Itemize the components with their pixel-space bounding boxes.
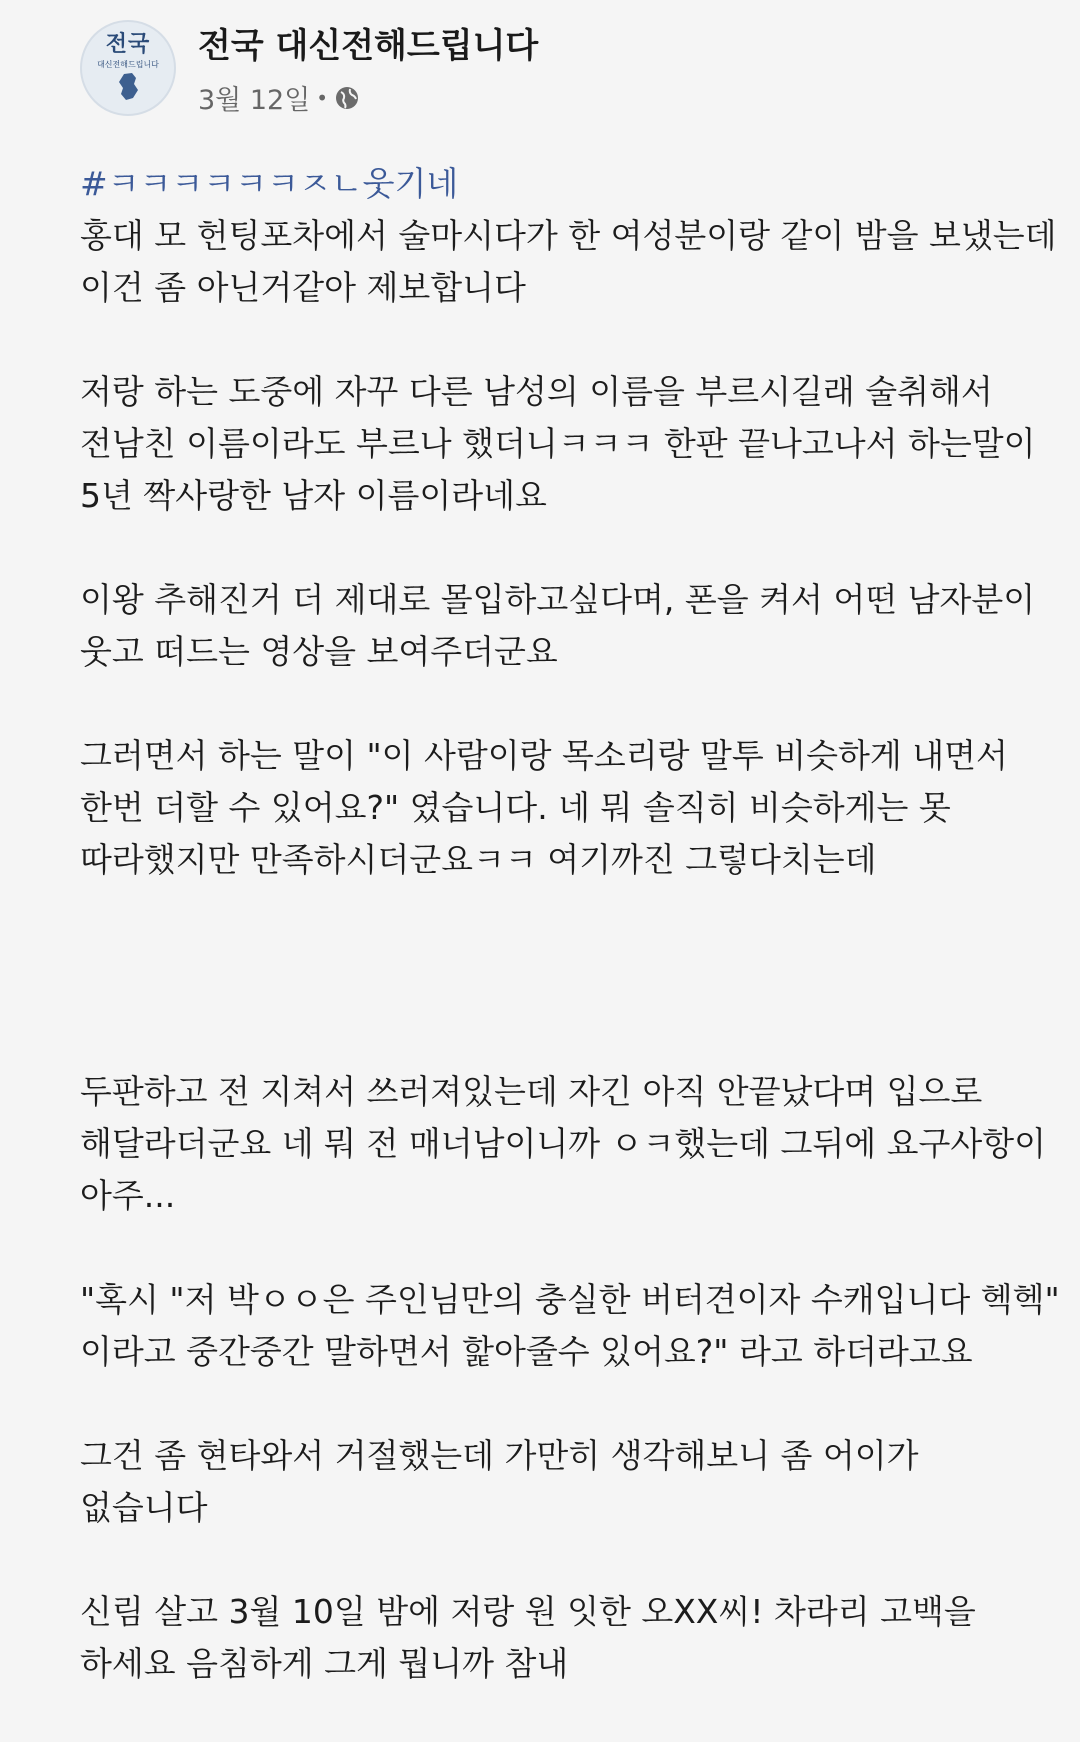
header-info (198, 24, 538, 117)
meta-separator: • (316, 85, 329, 110)
body-line: 5년 짝사랑한 남자 이름이라네요 (80, 476, 547, 515)
post-body (80, 158, 1060, 1690)
hashtag-link[interactable]: #ㅋㅋㅋㅋㅋㅋㅈㄴ웃기네 (80, 164, 459, 203)
body-line: "혹시 "저 박ㅇㅇ은 주인님만의 충실한 버터견이자 수캐입니다 헥헥" (80, 1280, 1060, 1319)
body-line: 따라했지만 만족하시더군요ㅋㅋ 여기까진 그렇다치는데 (80, 840, 877, 879)
body-line: 신림 살고 3월 10일 밤에 저랑 원 잇한 오XX씨! 차라리 고백을 (80, 1592, 976, 1631)
page-name-link[interactable]: 전국 대신전해드립니다 (198, 26, 539, 66)
globe-icon[interactable] (334, 85, 360, 111)
body-line: 전남친 이름이라도 부르나 했더니ㅋㅋㅋ 한판 끝나고나서 하는말이 (80, 424, 1036, 463)
body-line: 하세요 음침하게 그게 뭡니까 참내 (80, 1644, 569, 1683)
avatar-sublabel: 대신전해드립니다 (97, 60, 159, 69)
page-avatar[interactable] (80, 20, 176, 116)
post-header (80, 20, 538, 117)
body-line: 홍대 모 헌팅포차에서 술마시다가 한 여성분이랑 같이 밤을 보냈는데 (80, 216, 1057, 255)
avatar-label: 전국 (105, 32, 151, 57)
body-line: 그러면서 하는 말이 "이 사람이랑 목소리랑 말투 비슷하게 내면서 (80, 736, 1008, 775)
body-line: 두판하고 전 지쳐서 쓰러져있는데 자긴 아직 안끝났다며 입으로 (80, 1072, 983, 1111)
post-date[interactable]: 3월 12일 (198, 85, 311, 117)
body-line: 한번 더할 수 있어요?" 였습니다. 네 뭐 솔직히 비슷하게는 못 (80, 788, 951, 827)
korea-map-icon (106, 72, 150, 102)
post-meta (198, 78, 538, 117)
body-line: 웃고 떠드는 영상을 보여주더군요 (80, 632, 558, 671)
body-line: 아주... (80, 1176, 176, 1215)
body-line: 저랑 하는 도중에 자꾸 다른 남성의 이름을 부르시길래 술취해서 (80, 372, 993, 411)
body-line: 이왕 추해진거 더 제대로 몰입하고싶다며, 폰을 켜서 어떤 남자분이 (80, 580, 1036, 619)
body-line: 이건 좀 아닌거같아 제보합니다 (80, 268, 526, 307)
body-line: 없습니다 (80, 1488, 208, 1527)
body-line: 해달라더군요 네 뭐 전 매너남이니까 ㅇㅋ했는데 그뒤에 요구사항이 (80, 1124, 1047, 1163)
body-line: 이라고 중간중간 말하면서 핥아줄수 있어요?" 라고 하더라고요 (80, 1332, 973, 1371)
body-line: 그건 좀 현타와서 거절했는데 가만히 생각해보니 좀 어이가 (80, 1436, 919, 1475)
